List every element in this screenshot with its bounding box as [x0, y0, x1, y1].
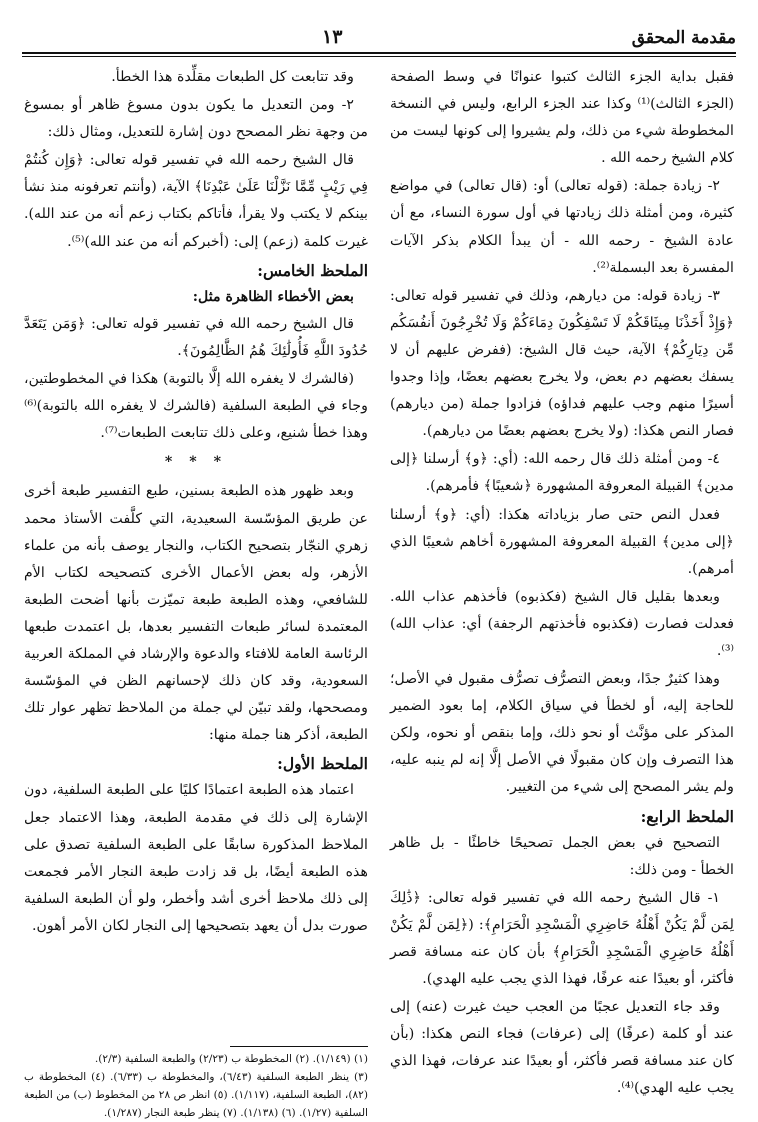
right-column: [390, 64, 734, 1104]
paragraph: قال الشيخ رحمه الله في تفسير قوله تعالى: ﴿وَمَن يَتَعَدَّ حُدُودَ اللَّهِ فَأُولَٰئِكَ هُمُ الظَّالِمُونَ﴾.: [24, 315, 368, 359]
paragraph: فقبل بداية الجزء الثالث كتبوا عنوانًا في وسط الصفحة (الجزء الثالث)⁽¹⁾ وكذا عند الجزء الرابع، وليس في النسخة المخطوطة شيء من ذلك، ولم يشيروا إلى كونها ليست من كلام الشيخ رحمه الله .: [390, 69, 734, 167]
footnotes: [24, 1050, 368, 1122]
footnote-line: (٣) ينظر الطبعة السلفية (٦/٤٣)، والمخطوطة ب (٦/٣٣). (٤) المخطوطة ب (٨٢)، الطبعة السلفية، (١/١١٧). (٥) انظر ص ٢٨ من المخطوط (ب) من الطبعة السلفية (١/٢٧). (٦) (١/١٣٨). (٧) ينظر طبعة النجار (١/٢٨٧).: [24, 1071, 368, 1119]
header-rule: [22, 52, 736, 54]
section-heading: الملحظ الخامس:: [257, 260, 368, 280]
header-rule-thin: [22, 56, 736, 57]
paragraph: ٤- ومن أمثلة ذلك قال رحمه الله: (أي: ﴿و﴾ أرسلنا ﴿إلى مدين﴾ القبيلة المعروفة المشهورة ﴿شعيبًا﴾ فأمرهم).: [390, 451, 734, 495]
section-divider-stars: * * *: [164, 454, 228, 471]
section-title: مقدمة المحقق: [631, 28, 736, 48]
paragraph: ١- قال الشيخ رحمه الله في تفسير قوله تعالى: ﴿ذَٰلِكَ لِمَن لَّمْ يَكُنْ أَهْلُهُ حَاضِرِي الْمَسْجِدِ الْحَرَامِ﴾: (﴿لِمَن لَّمْ يَكُنْ أَهْلُهُ حَاضِرِي الْمَسْجِدِ الْحَرَامِ﴾ بأن كان عنه مسافة قصر فأكثر، أو بعيدًا عنه عرفًا، فهذا الذي يجب عليه الهدي).: [390, 889, 734, 988]
sub-heading: بعض الأخطاء الظاهرة مثل:: [192, 288, 354, 305]
section-heading: الملحظ الرابع:: [640, 806, 734, 826]
paragraph: (فالشرك لا يغفره الله إلَّا بالتوبة) هكذا في المخطوطتين، وجاء في الطبعة السلفية (فالشرك لا يغفره الله بالتوبة)⁽⁶⁾ وهذا خطأ شنيع، وعلى ذلك تتابعت الطبعات⁽⁷⁾.: [24, 371, 368, 442]
section-heading: الملحظ الأول:: [277, 754, 368, 774]
footnote-line: (١) (١/١٤٩). (٢) المخطوطة ب (٢/٢٣) والطبعة السلفية (٢/٣).: [94, 1053, 368, 1065]
paragraph: وبعد ظهور هذه الطبعة بسنين، طبع التفسير طبعة أخرى عن طريق المؤسّسة السعيدية، التي كلَّفت الأستاذ محمد زهري النجّار بتصحيح الكتاب، والنجار يوصف بأنه من علماء الأزهر، وله بعض الأعمال الأخرى كتصحيحه لكتاب الأم للشافعي، وهذه الطبعة طبعة تميّزت بأنها أضحت الطبعة المعتمدة لسائر طبعات التفسير بعدها، بل اعتمدت طبعها الرئاسة العامة للافتاء والدعوة والإرشاد في المملكة العربية السعودية، وقد كان ذلك لإحسانهم الظن في المؤسّسة ومصححها، ولقد تبيّن لي جملة من الملاحظ تظهر عوار تلك الطبعة، أذكر هنا جملة منها:: [24, 483, 368, 744]
paragraph: وقد تتابعت كل الطبعات مقلِّدة هذا الخطأ.: [111, 69, 354, 85]
paragraph: ٢- ومن التعديل ما يكون بدون مسوغ ظاهر أو بمسوغ من وجهة نظر المصحح دون إشارة للتعديل، ومثال ذلك:: [24, 97, 368, 141]
paragraph: فعدل النص حتى صار بزياداته هكذا: (أي: ﴿و﴾ أرسلنا ﴿إلى مدين﴾ القبيلة المعروفة المشهورة أخاهم شعيبًا الذي أمرهم).: [390, 506, 734, 577]
paragraph: التصحيح في بعض الجمل تصحيحًا خاطئًا - بل ظاهر الخطأ - ومن ذلك:: [390, 834, 734, 878]
paragraph: قال الشيخ رحمه الله في تفسير قوله تعالى: ﴿وَإِن كُنتُمْ فِي رَيْبٍ مِّمَّا نَزَّلْنَا عَلَىٰ عَبْدِنَا﴾ الآية، (وأنتم تعرفونه منذ نشأ بينكم لا يكتب ولا يقرأ، فأتاكم بكتاب زعم أنه من عند الله). غيرت كلمة (زعم) إلى: (أخبركم أنه من عند الله)⁽⁵⁾.: [24, 152, 368, 250]
paragraph: ٢- زيادة جملة: (قوله تعالى) أو: (قال تعالى) في مواضع كثيرة، ومن أمثلة ذلك زيادتها في أول سورة النساء، مع أن عادة الشيخ - رحمه الله - أن يبدأ الكلام بذكر الآيات المفسرة بعد البسملة⁽²⁾.: [390, 178, 734, 276]
left-column: [24, 64, 368, 941]
paragraph: وبعدها بقليل قال الشيخ (فكذبوه) فأخذهم عذاب الله. فعدلت فصارت (فكذبوه فأخذتهم الرجفة) أي: عذاب الله)⁽³⁾.: [390, 588, 734, 659]
paragraph: اعتماد هذه الطبعة اعتمادًا كليًا على الطبعة السلفية، دون الإشارة إلى ذلك في مقدمة الطبعة، وهذا الاعتماد جعل الملاحظ المذكورة سابقًا على الطبعة السلفية تصدق على هذه الطبعة أيضًا، بل قد زادت طبعة النجار الأمر فجمعت إلى ذلك ملاحظ أخرى أشد وأخطر، ولو أن الطبعة السلفية صورت بدل أن يعهد بتصحيحها إلى النجار لكان الأمر أهون.: [24, 782, 368, 934]
page-header: [22, 28, 736, 50]
footnote-rule: [230, 1046, 368, 1047]
paragraph: وقد جاء التعديل عجبًا من العجب حيث غيرت (عنه) إلى عند أو كلمة (عرفًا) إلى (عرفات) فجاء النص هكذا: (بأن كان عند مسافة قصر فأكثر، أو بعيدًا عند عرفات، فهذا الذي يجب عليه الهدي)⁽⁴⁾.: [390, 999, 734, 1097]
paragraph: وهذا كثيرٌ جدًا، وبعض التصرُّف تصرُّف مقبول في الأصل؛ للحاجة إليه، أو لخطأ في سياق الكلام، إما بعود الضمير المذكر على مؤنَّث أو نحو ذلك، وإما بنقص أو نحوه، ولكن هذا التصرف وإن كان مقبولًا في الأصل إلَّا إنه لم ينبه عليه، ولم يشر المصحح إلى شيء من التغيير.: [390, 671, 734, 796]
paragraph: ٣- زيادة قوله: من ديارهم، وذلك في تفسير قوله تعالى: ﴿وَإِذْ أَخَذْنَا مِيثَاقَكُمْ لَا تَسْفِكُونَ دِمَاءَكُمْ وَلَا تُخْرِجُونَ أَنفُسَكُم مِّن دِيَارِكُمْ﴾ الآية، حيث قال الشيخ: (ففرض عليهم أن لا يسفك بعضهم دم بعض، ولا يخرج بعضهم بعضًا، وإذا وجدوا أسيرًا منهم وجب عليهم فداؤه) فزادوا جملة (من ديارهم) فصار النص هكذا: (ولا يخرج بعضهم بعضًا من ديارهم).: [390, 287, 734, 440]
page-number: ١٣: [322, 26, 343, 48]
